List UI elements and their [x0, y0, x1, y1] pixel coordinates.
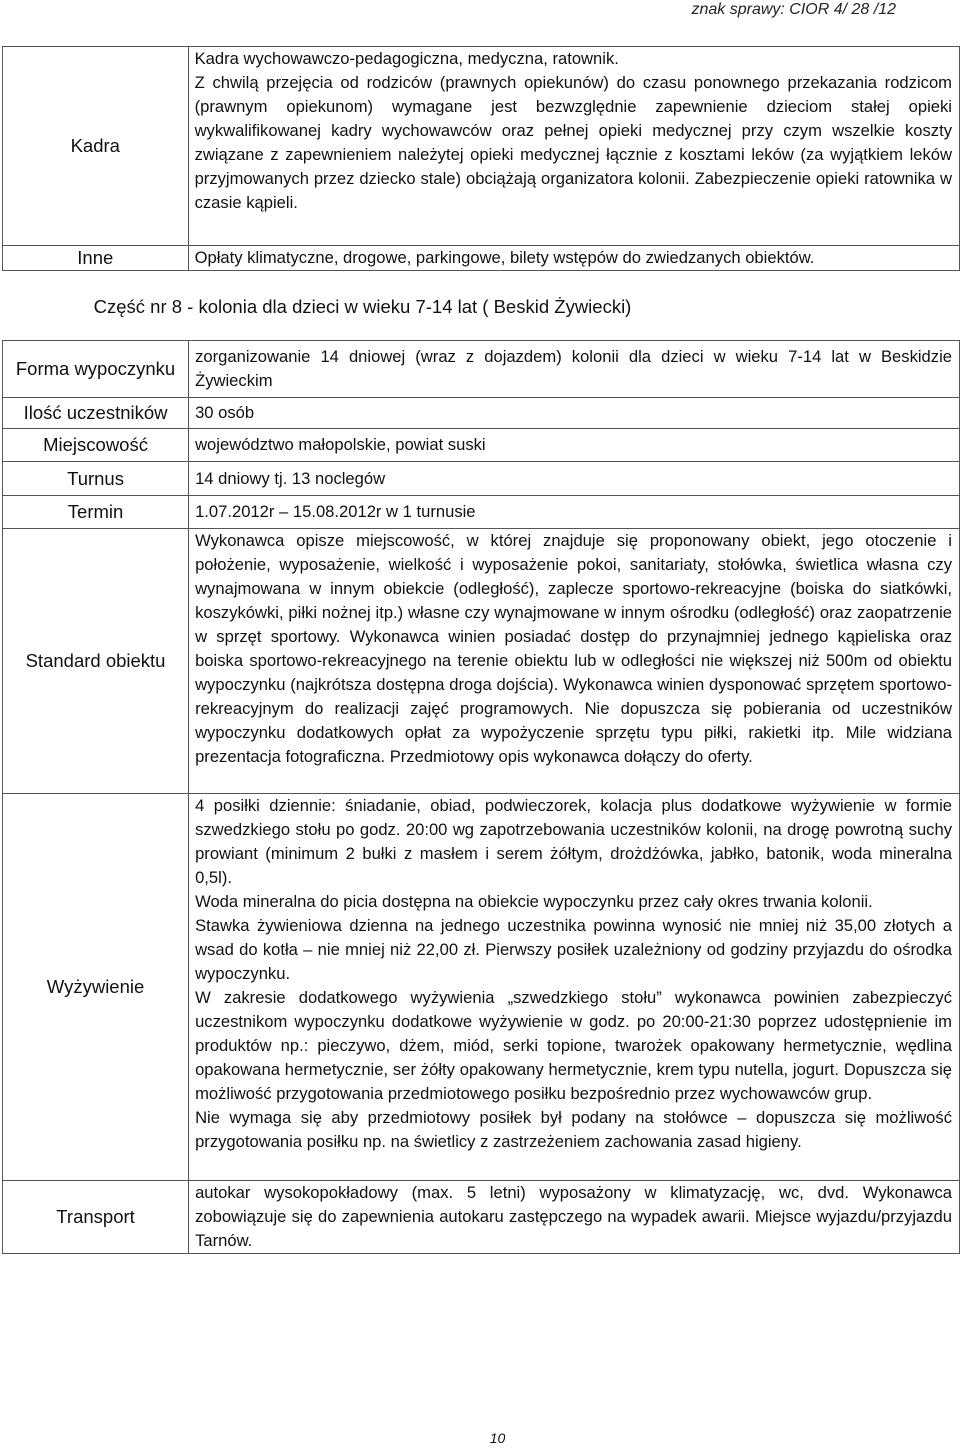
row-value-ilosc	[189, 398, 960, 429]
row-label-kadra: Kadra	[3, 47, 189, 246]
table-row	[3, 341, 960, 398]
table-row	[3, 462, 960, 496]
row-value-transport	[189, 1181, 960, 1254]
text-line: 1.07.2012r – 15.08.2012r w 1 turnusie	[195, 502, 476, 521]
case-reference: znak sprawy: CIOR 4/ 28 /12	[691, 1, 896, 18]
text-line: 14 dniowy tj. 13 noclegów	[195, 468, 386, 488]
text-line: Nie wymaga się aby przedmiotowy posiłek był podany na stołówce – dopuszcza się możliwość przygotowania posiłku np. na świetlicy z zastrzeżeniem zachowania zasad higieny.	[195, 1108, 952, 1151]
row-value-forma	[189, 341, 960, 398]
row-label-transport: Transport	[3, 1181, 189, 1254]
row-label-miejscowosc: Miejscowość	[3, 429, 189, 462]
text-line: zorganizowanie 14 dniowej (wraz z dojazdem) kolonii dla dzieci w wieku 7-14 lat w Beskidzie Żywieckim	[195, 347, 952, 390]
table-row	[3, 246, 960, 271]
text-line: 4 posiłki dziennie: śniadanie, obiad, podwieczorek, kolacja plus dodatkowe wyżywienie w formie szwedzkiego stołu po godz. 20:00 wg zapotrzebowania uczestników kolonii, na drogę powrotną suchy prowiant (minimum 2 bułki z masłem i serem żółtym, drożdżówka, jabłko, batonik, woda mineralna 0,5l).	[195, 796, 952, 887]
page-number: 10	[489, 1430, 506, 1446]
table-row	[3, 794, 960, 1181]
section-heading: Część nr 8 - kolonia dla dzieci w wieku 7-14 lat ( Beskid Żywiecki)	[93, 296, 632, 317]
text-line: Woda mineralna do picia dostępna na obiekcie wypoczynku przez cały okres trwania kolonii.	[195, 892, 873, 911]
row-label-wyzywienie: Wyżywienie	[3, 794, 189, 1181]
camp-details-table	[2, 340, 960, 1254]
row-value-termin	[189, 496, 960, 529]
row-label-standard: Standard obiektu	[3, 529, 189, 794]
text-line: województwo małopolskie, powiat suski	[195, 435, 486, 454]
table-row	[3, 529, 960, 794]
row-label-ilosc: Ilość uczestników	[3, 398, 189, 429]
text-line: autokar wysokopokładowy (max. 5 letni) wyposażony w klimatyzację, wc, dvd. Wykonawca zobowiązuje się do zapewnienia autokaru zastępczego na wypadek awarii. Miejsce wyjazdu/przyjazdu Tarnów.	[195, 1183, 952, 1250]
text-line: Opłaty klimatyczne, drogowe, parkingowe, bilety wstępów do zwiedzanych obiektów.	[194, 248, 815, 267]
row-value-kadra	[188, 47, 959, 246]
table-row	[3, 47, 960, 246]
table-row	[3, 1181, 960, 1254]
row-value-standard	[189, 529, 960, 794]
text-line: Stawka żywieniowa dzienna na jednego uczestnika powinna wynosić nie mniej niż 35,00 złotych a wsad do kotła – nie mniej niż 22,00 zł. Pierwszy posiłek uzależniony od godziny przyjazdu do ośrodka wypoczynku.	[195, 916, 952, 983]
row-value-inne	[188, 246, 959, 271]
text-line: Z chwilą przejęcia od rodziców (prawnych opiekunów) do czasu ponownego przekazania rodzicom (prawnym opiekunom) wymagane jest bezwzględnie zapewnienie dzieciom stałej opieki wykwalifikowanej kadry wychowawców oraz pełnej opieki medycznej przy czym wszelkie koszty związane z zapewnieniem należytej opieki medycznej łącznie z kosztami leków (za wyjątkiem leków przyjmowanych przez dziecko stale) obciążają organizatora kolonii. Zabezpieczenie opieki ratownika w czasie kąpieli.	[194, 73, 952, 212]
row-value-miejscowosc	[189, 429, 960, 462]
text-line: Wykonawca opisze miejscowość, w której znajduje się proponowany obiekt, jego otoczenie i położenie, wyposażenie, wielkość i wyposażenie pokoi, sanitariaty, stołówka, świetlica własna czy wynajmowana w innym obiekcie (odległość), zaplecze sportowo-rekreacyjne (boiska do siatkówki, koszykówki, piłki nożnej itp.) własne czy wynajmowane w innym ośrodku (odległość) oraz zaopatrzenie w sprzęt sportowy. Wykonawca winien posiadać dostęp do przynajmniej jednego kąpieliska oraz boiska sportowo-rekreacyjnego na terenie obiektu lub w odległości nie większej niż 500m od obiektu wypoczynku (najkrótsza dostępna droga dojścia). Wykonawca winien dysponować sprzętem sportowo-rekreacyjnym do realizacji zajęć programowych. Nie dopuszcza się pobierania od uczestników wypoczynku dodatkowych opłat za wypożyczenie sprzętu typu piłki, rakietki itp. Mile widziana prezentacja fotograficzna. Przedmiotowy opis wykonawca dołączy do oferty.	[195, 531, 952, 766]
text-line: W zakresie dodatkowego wyżywienia „szwedzkiego stołu” wykonawca powinien zabezpieczyć uczestnikom wypoczynku dodatkowe wyżywienie w godz. po 20:00-21:30 poprzez udostępnienie im produktów np.: pieczywo, dżem, miód, serki topione, twarożek opakowany hermetycznie, wędlina opakowana hermetycznie, ser żółty opakowany hermetycznie, krem typu nutella, jogurt. Dopuszcza się możliwość przygotowania przedmiotowego posiłku bezpośrednio przez wychowawców grup.	[195, 988, 952, 1103]
table-row	[3, 398, 960, 429]
row-value-wyzywienie	[189, 794, 960, 1181]
row-label-turnus: Turnus	[3, 462, 189, 496]
row-label-inne: Inne	[3, 246, 189, 271]
staff-and-other-table	[2, 46, 960, 271]
table-row	[3, 429, 960, 462]
table-row	[3, 496, 960, 529]
row-label-termin: Termin	[3, 496, 189, 529]
text-line: 30 osób	[195, 403, 255, 422]
row-label-forma: Forma wypoczynku	[3, 341, 189, 398]
row-value-turnus	[189, 462, 960, 496]
text-line: Kadra wychowawczo-pedagogiczna, medyczna, ratownik.	[194, 49, 619, 68]
